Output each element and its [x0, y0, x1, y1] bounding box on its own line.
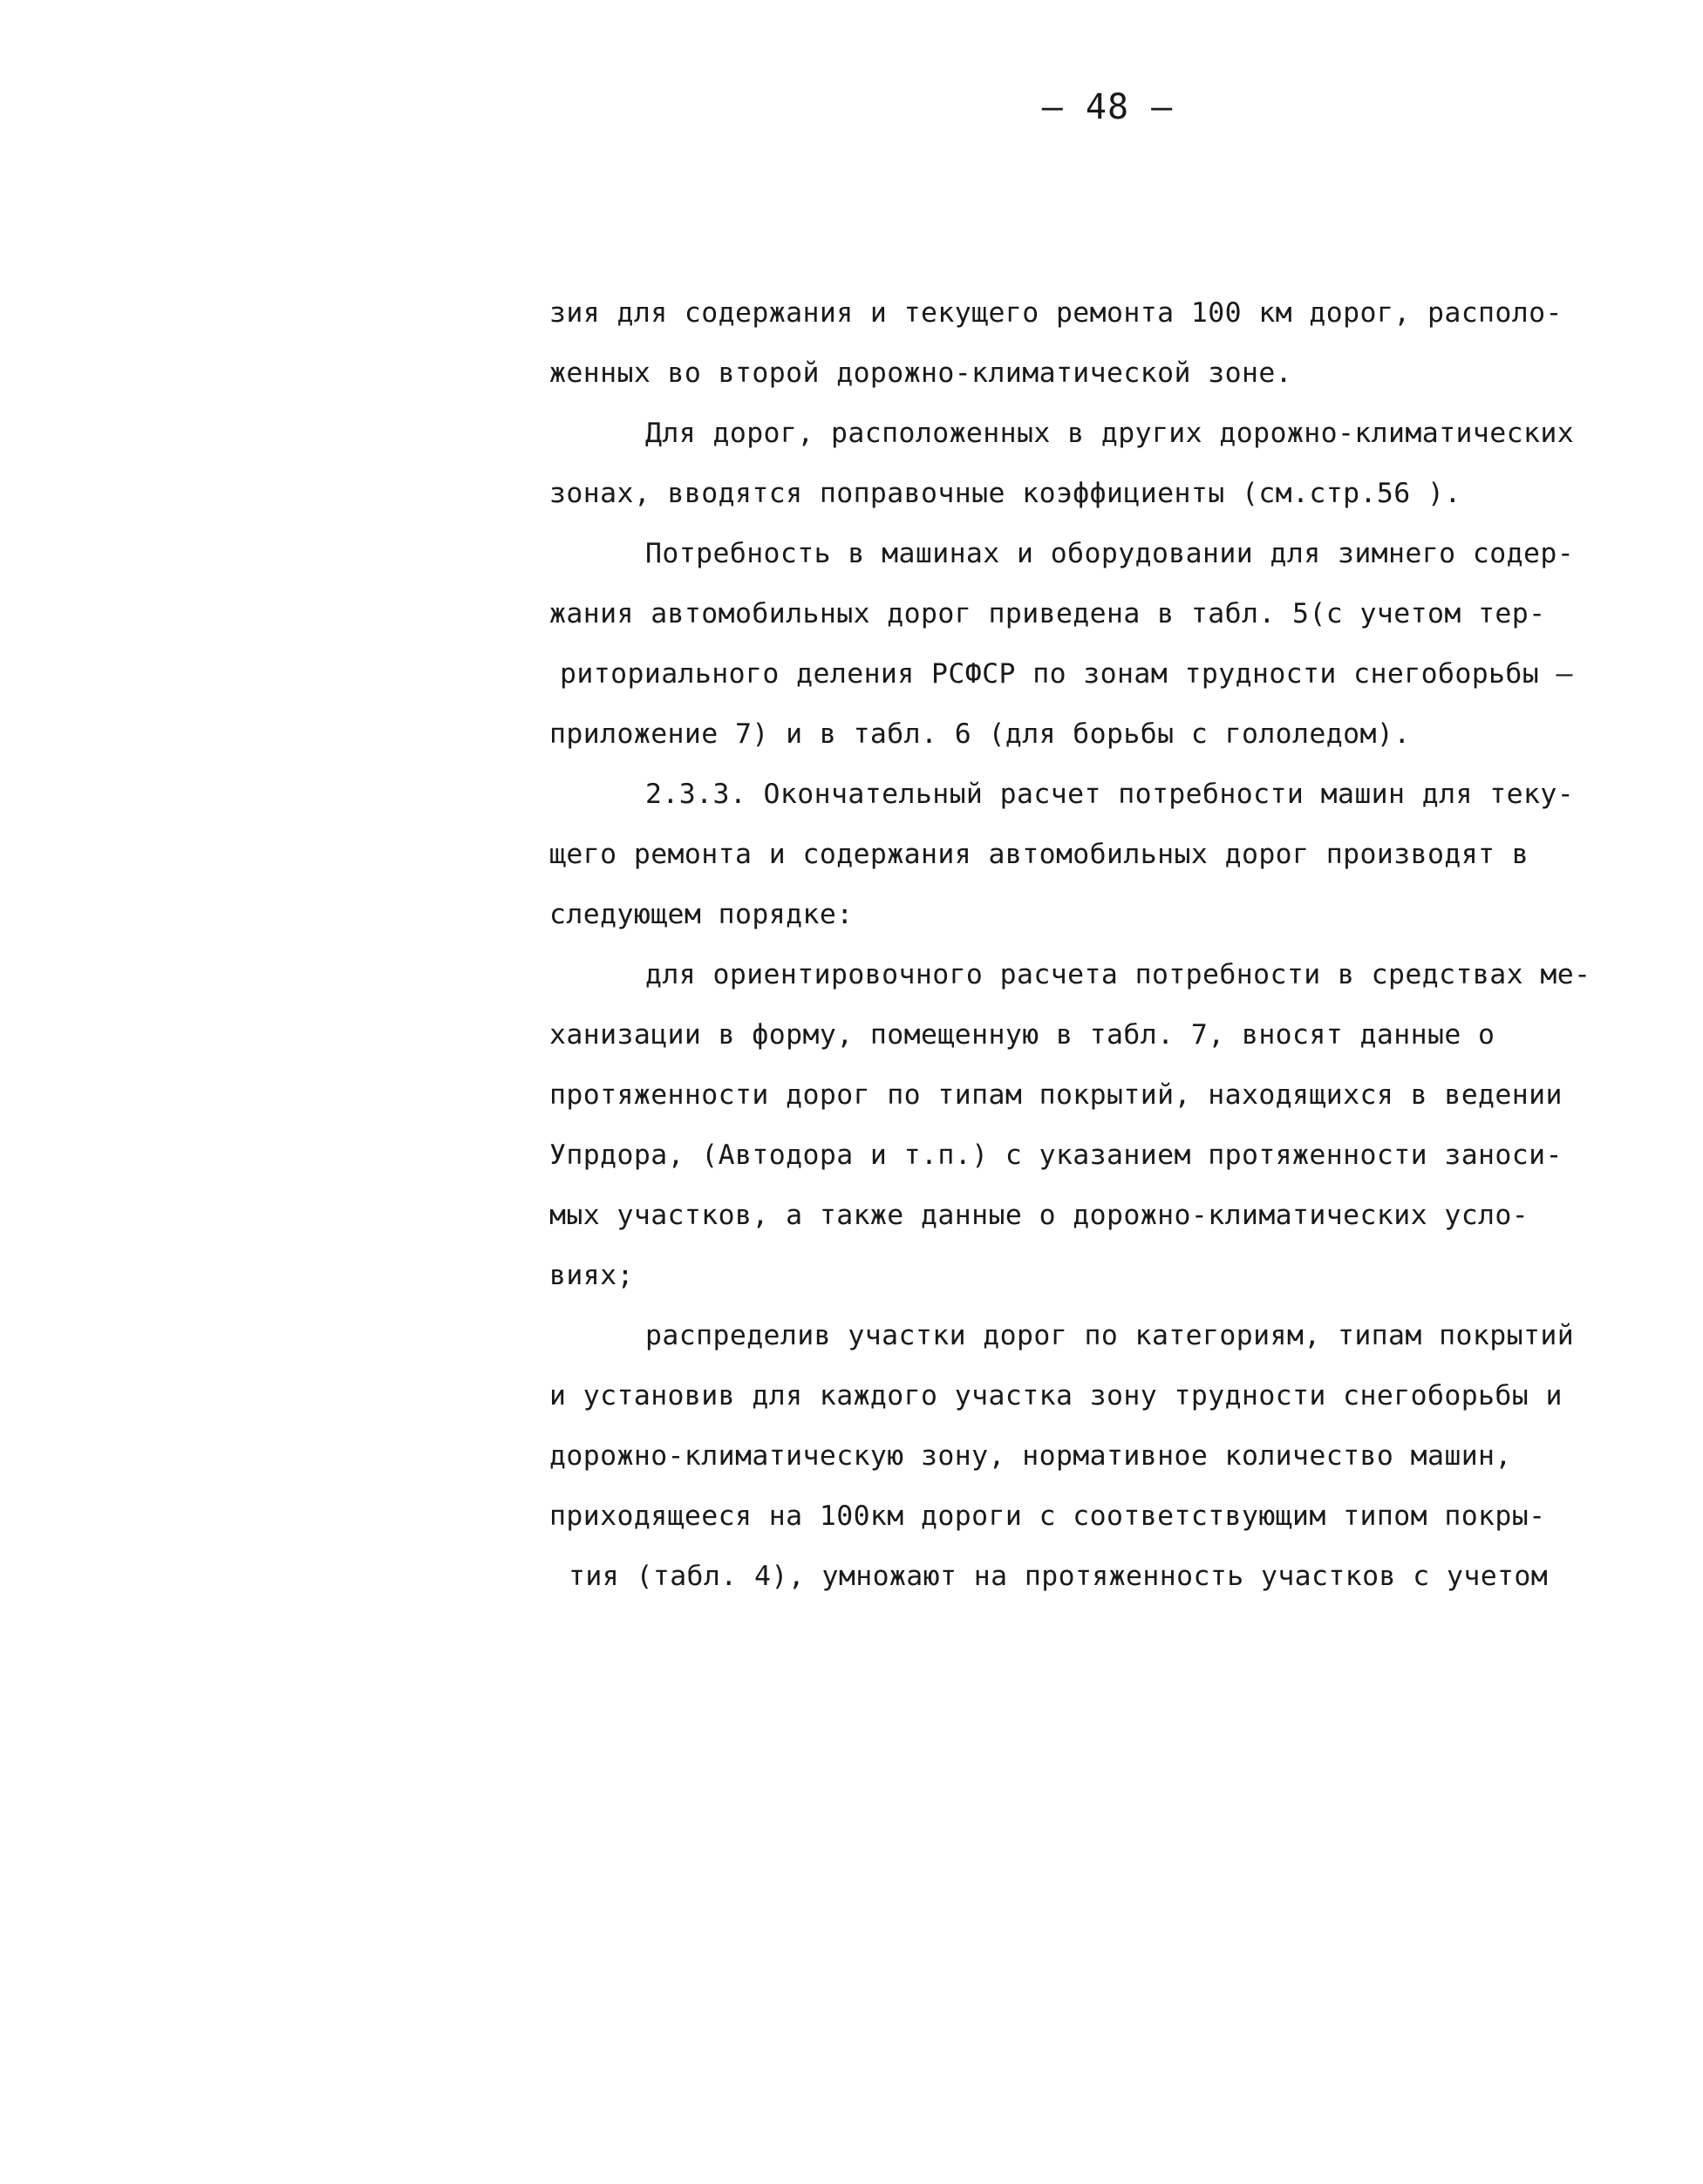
paragraph-start: для ориентировочного расчета потребности в средствах ме- — [645, 959, 1591, 990]
paragraph-start: Для дорог, расположенных в других дорожно-климатических — [645, 418, 1575, 449]
text-line: щего ремонта и содержания автомобильных дорог производят в — [549, 839, 1529, 870]
text-line: мых участков, а также данные о дорожно-климатических усло- — [549, 1200, 1529, 1231]
section-heading-line: 2.3.3. Окончательный расчет потребности машин для теку- — [645, 779, 1575, 810]
text-line: виях; — [549, 1260, 634, 1291]
text-line: зонах, вводятся поправочные коэффициенты (см.стр.56 ). — [549, 478, 1461, 509]
paragraph-start: распределив участки дорог по категориям, типам покрытий — [645, 1320, 1575, 1351]
text-line: и установив для каждого участка зону трудности снегоборьбы и — [549, 1380, 1563, 1412]
text-line: приходящееся на 100км дороги с соответствующим типом покры- — [549, 1500, 1546, 1532]
text-line: дорожно-климатическую зону, нормативное количество машин, — [549, 1440, 1512, 1472]
text-line: ханизации в форму, помещенную в табл. 7, вносят данные о — [549, 1019, 1495, 1051]
text-line: приложение 7) и в табл. 6 (для борьбы с гололедом). — [549, 718, 1411, 750]
text-body — [549, 283, 1674, 1607]
text-line: женных во второй дорожно-климатической зоне. — [549, 357, 1293, 389]
text-line: зия для содержания и текущего ремонта 100 км дорог, располо- — [549, 297, 1563, 329]
paragraph-start: Потребность в машинах и оборудовании для зимнего содер- — [645, 538, 1575, 569]
text-line: тия (табл. 4), умножают на протяженность участков с учетом — [569, 1561, 1549, 1592]
text-line: следующем порядке: — [549, 899, 854, 930]
page-number: – 48 – — [1041, 87, 1174, 127]
text-line: риториального деления РСФСР по зонам трудности снегоборьбы – — [560, 658, 1573, 690]
text-line: жания автомобильных дорог приведена в табл. 5(с учетом тер- — [549, 598, 1546, 629]
text-line: протяженности дорог по типам покрытий, находящихся в ведении — [549, 1079, 1563, 1111]
text-line: Упрдора, (Автодора и т.п.) с указанием протяженности заноси- — [549, 1140, 1563, 1171]
